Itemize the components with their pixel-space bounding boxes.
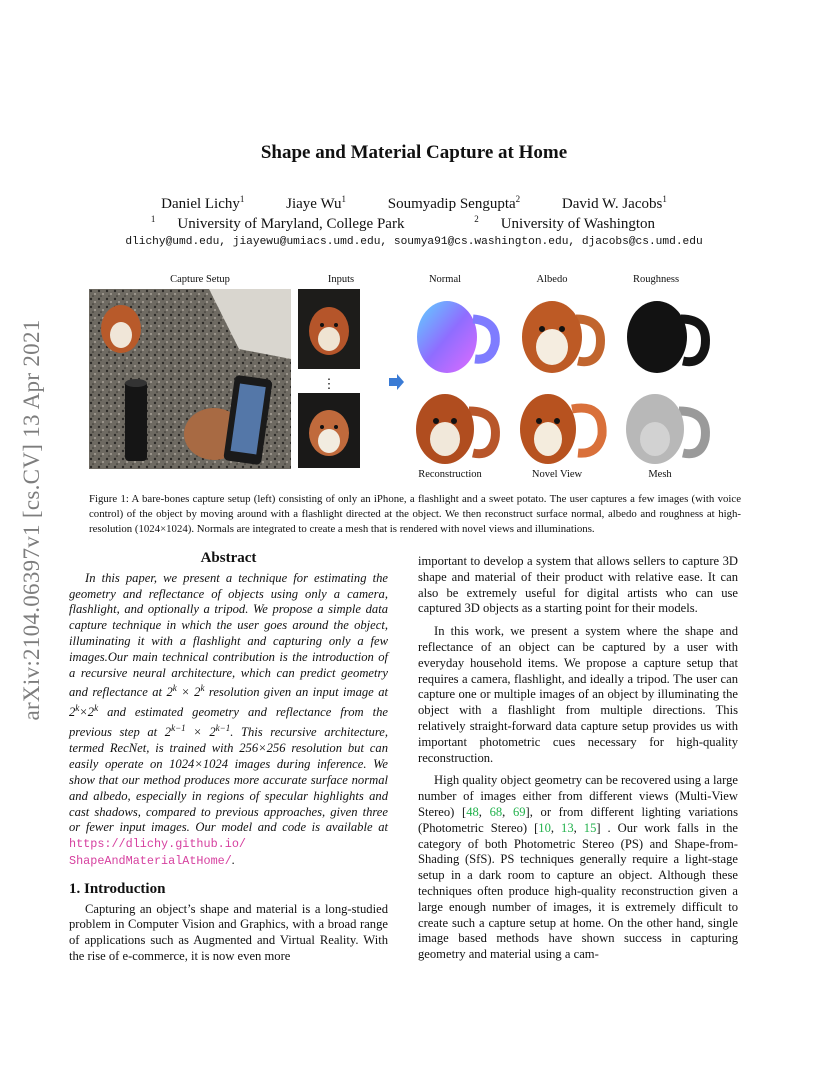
paragraph: In this work, we present a system where the shape and reflectance of an object can be captured by a user with everyday household items. We propose a capture setup that requires a camera, flashlight, and ideally a tripod. The user can capture one or multiple images of an object by illuminating the object with a flashlight from multiple directions. This relatively straight-forward data capture setup provides us with important photometric cues necessary for high-quality reconstruction. bbox=[418, 624, 738, 765]
paragraph: important to develop a system that allows sellers to capture 3D shape and material of their product with relative ease. It can also be extremely useful for digital artists who can use captured 3D objects as a starting point for their models. bbox=[418, 554, 738, 616]
paragraph: High quality object geometry can be recovered using a large number of images either from different views (Multi-View Stereo) [48, 68, 69], or from different lighting variations (Photometric Stereo) [10, 13, 15] . Our work falls in the category of both Photometric Stereo (PS) and Shape-from-Shading (SfS). PS techniques generally require a light-stage setup in a dark room to capture an object. Although these techniques often produce high-quality reconstruction given a large enough number of images, it is extremely difficult to create such a capture setup at home. On the other hand, single image based methods have shown success in capturing geometry and material using a cam- bbox=[418, 773, 738, 962]
citation-link[interactable]: 69 bbox=[512, 804, 526, 819]
roughness-output bbox=[613, 289, 713, 377]
paper-title: Shape and Material Capture at Home bbox=[260, 142, 568, 163]
input-image-2 bbox=[298, 393, 360, 468]
reconstruction-output bbox=[403, 383, 503, 468]
citation-link[interactable]: 15 bbox=[583, 820, 597, 835]
author: David W. Jacobs$^1$ bbox=[561, 194, 667, 212]
author-emails: dlichy@umd.edu, jiayewu@umiacs.umd.edu, soumya91@cs.washington.edu, djacobs@cs.umd.edu bbox=[125, 236, 703, 248]
normal-map-output bbox=[403, 289, 503, 377]
project-link[interactable]: https://dlichy.github.io/ bbox=[69, 837, 246, 852]
author: Daniel Lichy$^1$ bbox=[161, 194, 245, 212]
capture-setup-photo bbox=[89, 289, 291, 469]
label-capture-setup: Capture Setup bbox=[170, 274, 230, 285]
mesh-output bbox=[613, 383, 713, 468]
novel-view-output bbox=[508, 383, 608, 468]
author: Jiaye Wu$^1$ bbox=[286, 194, 346, 212]
label-mesh: Mesh bbox=[648, 469, 672, 480]
label-reconstruction: Reconstruction bbox=[418, 469, 482, 480]
arxiv-stamp: arXiv:2104.06397v1 [cs.CV] 13 Apr 2021 bbox=[19, 319, 44, 721]
figure-caption: Figure 1: A bare-bones capture setup (left) consisting of only an iPhone, a flashlight and a sweet potato. The user captures a few images (with voice control) of the object by moving around with a flashlight directed at the object. We then reconstruct surface normal, albedo and roughness at high-resolution (1024×1024). Normals are integrated to create a mesh that is rendered with novel views and illuminations. bbox=[89, 493, 741, 535]
input-image-1 bbox=[298, 289, 360, 369]
affiliations bbox=[0, 214, 828, 233]
right-column bbox=[418, 554, 738, 963]
left-column bbox=[69, 551, 388, 965]
intro-paragraph: Capturing an object’s shape and material is a long-studied problem in Computer Vision and Graphics, with a broad range of applications such as Augmented and Virtual Reality. With the rise of e-commerce, it is now even more bbox=[69, 901, 388, 963]
section-heading-introduction: 1. Introduction bbox=[69, 880, 166, 897]
citation-link[interactable]: 13 bbox=[561, 820, 574, 835]
project-link-cont[interactable]: ShapeAndMaterialAtHome/ bbox=[69, 853, 232, 868]
arrow-right-icon bbox=[388, 374, 404, 390]
author-list bbox=[0, 194, 828, 213]
citation-link[interactable]: 48 bbox=[466, 804, 479, 819]
abstract-heading: Abstract bbox=[200, 550, 257, 566]
label-normal: Normal bbox=[428, 274, 462, 285]
label-roughness: Roughness bbox=[632, 274, 680, 285]
label-albedo: Albedo bbox=[536, 274, 568, 285]
albedo-output bbox=[508, 289, 608, 377]
citation-link[interactable]: 68 bbox=[489, 804, 503, 819]
affiliation: $^1$ University of Maryland, College Park bbox=[150, 214, 405, 232]
label-novel-view: Novel View bbox=[531, 469, 583, 480]
author: Soumyadip Sengupta$^2$ bbox=[387, 194, 521, 212]
affiliation: $^2$ University of Washington bbox=[474, 214, 656, 232]
abstract-text: In this paper, we present a technique for estimating the geometry and reflectance of objects using only a camera, flashlight, and optionally a tripod. We propose a simple data capture technique in which the user goes around the object, illuminating it with a flashlight and capturing only a few images.Our main technical contribution is the introduction of a recursive neural architecture, which can predict geometry and reflectance at $2^k \times 2^k$ resolution given an input image at $2^k\times 2^k$ and estimated geometry and reflectance from the previous step at $2^{k-1} \times 2^{k-1}$. This recursive architecture, termed RecNet, is trained with 256×256 resolution but can easily operate on 1024×1024 images during inference. We show that our method produces more accurate surface normal and albedo, especially in regions of specular highlights and cast shadows, compared to previous approaches, given three or fewer input images. Our model and code is available at https://dlichy.github.io/ ShapeAndMaterialAtHome/. bbox=[69, 570, 389, 868]
label-inputs: Inputs bbox=[327, 274, 355, 285]
inputs-ellipsis: ⋮ bbox=[322, 376, 336, 391]
citation-link[interactable]: 10 bbox=[538, 820, 551, 835]
